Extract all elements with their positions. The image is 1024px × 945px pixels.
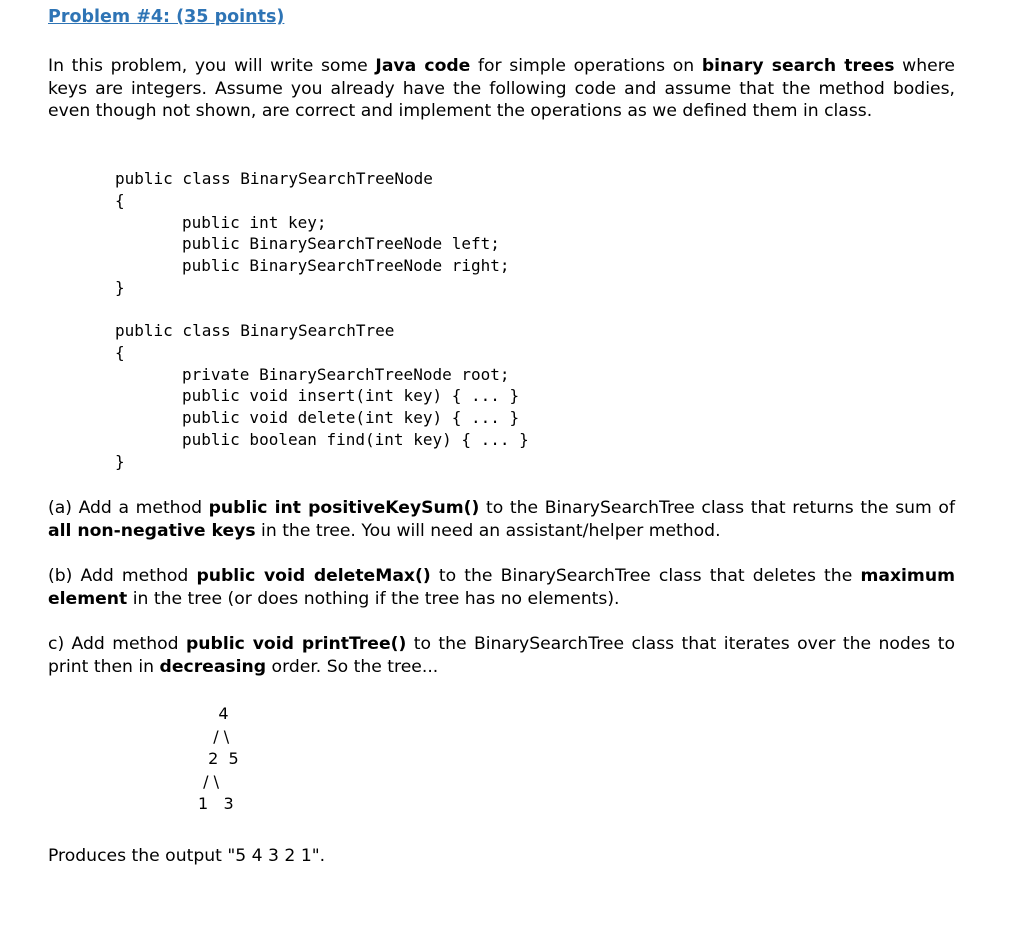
closing-line: Produces the output "5 4 3 2 1".	[48, 846, 326, 866]
tree-row: / \	[198, 771, 219, 791]
code-line: public boolean find(int key) { ... }	[182, 429, 529, 449]
part-a-bold: all non-negative keys	[48, 520, 256, 541]
code-line: }	[115, 451, 125, 471]
tree-row: 4	[198, 704, 229, 723]
part-b-text-1: (b) Add method	[48, 566, 197, 586]
code-line: {	[115, 190, 125, 210]
code-line: public BinarySearchTreeNode right;	[182, 256, 510, 276]
part-c-paragraph	[48, 633, 955, 678]
part-a-text-3: in the tree. You will need an assistant/helper method.	[255, 520, 721, 541]
tree-row: / \	[198, 726, 230, 746]
code-line: public void insert(int key) { ... }	[182, 386, 520, 406]
intro-text-2: for simple operations on	[470, 56, 702, 76]
part-b-method: public void deleteMax()	[196, 566, 431, 586]
code-line: public BinarySearchTreeNode left;	[182, 234, 500, 254]
intro-paragraph	[48, 55, 955, 123]
part-c-text-1: c) Add method	[48, 634, 186, 654]
intro-bold-java-code: Java code	[375, 56, 471, 76]
part-b-bold: maximum element	[48, 566, 955, 609]
part-b-text-2: to the BinarySearchTree class that deletes the	[430, 566, 861, 586]
code-block-tree-class	[115, 320, 529, 473]
part-c-method: public void printTree()	[186, 634, 407, 654]
tree-row: 2 5	[198, 749, 239, 769]
code-line: public int key;	[182, 212, 327, 232]
code-line: public class BinarySearchTree	[115, 321, 395, 340]
tree-row: 1 3	[198, 794, 234, 814]
tree-diagram	[198, 703, 239, 816]
code-line: {	[115, 342, 125, 362]
code-line: public void delete(int key) { ... }	[182, 408, 520, 428]
problem-heading: Problem #4: (35 points)	[48, 7, 285, 27]
code-block-node-class	[115, 168, 510, 299]
intro-bold-bst: binary search trees	[701, 56, 895, 76]
part-a-paragraph	[48, 497, 955, 542]
code-line: public class BinarySearchTreeNode	[115, 169, 433, 188]
part-b-paragraph	[48, 565, 955, 610]
code-line: private BinarySearchTreeNode root;	[182, 364, 510, 384]
part-a-method: public int positiveKeySum()	[208, 498, 480, 518]
part-c-text-3: order. So the tree...	[266, 656, 439, 677]
part-b-text-3: in the tree (or does nothing if the tree has no elements).	[127, 588, 620, 609]
code-line: }	[115, 277, 125, 297]
part-a-text-1: (a) Add a method	[48, 498, 209, 518]
part-a-text-2: to the BinarySearchTree class that returns the sum of	[479, 498, 955, 518]
intro-text-1: In this problem, you will write some	[48, 56, 376, 76]
part-c-bold: decreasing	[159, 656, 267, 677]
part-c-text-2: to the BinarySearchTree class that iterates over the nodes to print then in	[48, 634, 955, 677]
intro-text-3: where keys are integers. Assume you already have the following code and assume that the method bodies, even though not shown, are correct and implement the operations as we defined them in class.	[48, 56, 955, 122]
